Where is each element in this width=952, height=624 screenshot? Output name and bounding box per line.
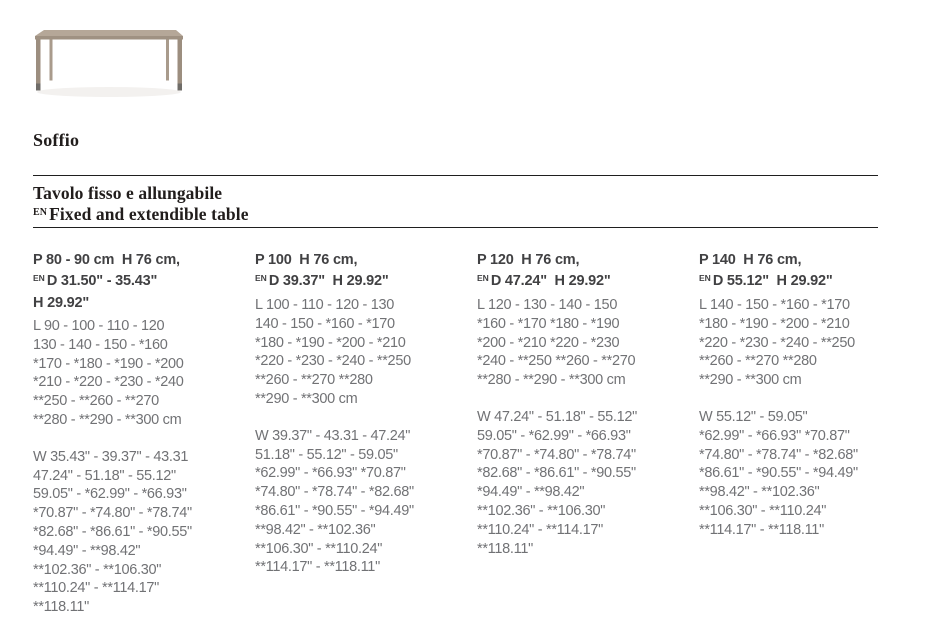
spec-header-imperial-text: D 47.24" H 29.92": [490, 273, 611, 289]
length-line: 140 - 150 - *160 - *170: [255, 315, 395, 332]
width-line: **98.42" - **102.36": [255, 521, 376, 538]
en-language-label: EN: [33, 207, 48, 218]
section-title-en-line: [33, 204, 249, 228]
spec-header: [699, 250, 921, 293]
length-line: L 140 - 150 - *160 - *170: [699, 297, 850, 313]
length-options-block: [33, 317, 255, 430]
spec-header-line-metric: P 80 - 90 cm H 76 cm,: [33, 252, 180, 268]
spec-column-p120: [477, 250, 699, 617]
section-title-it: Tavolo fisso e allungabile: [33, 183, 223, 203]
length-line: *160 - *170 *180 - *190: [477, 315, 620, 332]
width-line: *62.99" - *66.93" *70.87": [255, 465, 406, 482]
length-line: *220 - *230 - *240 - **250: [255, 353, 411, 370]
length-line: **260 - **270 **280: [255, 372, 373, 389]
length-options-block: [255, 296, 477, 409]
length-line: **290 - **300 cm: [699, 372, 802, 389]
width-line: *74.80" - *78.74" - *82.68": [255, 484, 414, 501]
width-line: *86.61" - *90.55" - *94.49": [699, 465, 858, 482]
width-line: *86.61" - *90.55" - *94.49": [255, 502, 414, 519]
section-title-en: Fixed and extendible table: [49, 204, 249, 224]
en-language-label: EN: [699, 273, 711, 283]
table-top-surface: [35, 30, 183, 36]
section-title: [33, 183, 249, 228]
width-line: *94.49" - **98.42": [477, 484, 585, 501]
width-line: **118.11": [33, 599, 89, 616]
spec-header-imperial-text: D 31.50" - 35.43": [46, 273, 158, 289]
width-line: **102.36" - **106.30": [33, 561, 162, 578]
width-line: **118.11": [477, 540, 533, 557]
spec-column-p80-90: [33, 250, 255, 617]
spec-header-line-imperial: [477, 271, 699, 293]
length-line: L 90 - 100 - 110 - 120: [33, 318, 165, 334]
width-options-block: [699, 408, 921, 540]
table-top-edge: [35, 36, 183, 40]
en-language-label: EN: [477, 273, 489, 283]
spec-header: [477, 250, 699, 293]
width-line: **98.42" - **102.36": [699, 484, 820, 501]
length-line: L 120 - 130 - 140 - 150: [477, 297, 618, 313]
product-title: Soffio: [33, 130, 80, 150]
en-language-label: EN: [255, 273, 267, 283]
length-line: *220 - *230 - *240 - **250: [699, 334, 855, 351]
width-line: W 47.24" - 51.18" - 55.12": [477, 408, 637, 425]
width-line: W 35.43" - 39.37" - 43.31: [33, 448, 189, 465]
table-shadow: [37, 87, 181, 97]
width-line: 59.05" - *62.99" - *66.93": [33, 486, 187, 503]
length-line: *210 - *220 - *230 - *240: [33, 374, 184, 391]
length-line: **250 - **260 - **270: [33, 393, 159, 410]
divider-bottom: [33, 227, 878, 228]
spec-header-imperial-text: D 55.12" H 29.92": [712, 273, 833, 289]
product-photo: [33, 28, 185, 105]
spec-header: [33, 250, 255, 314]
spec-header-line-metric: P 100 H 76 cm,: [255, 252, 358, 268]
length-line: L 100 - 110 - 120 - 130: [255, 297, 395, 313]
spec-header-line-imperial: [255, 271, 477, 293]
width-line: **114.17" - **118.11": [255, 559, 380, 576]
length-line: **280 - **290 - **300 cm: [33, 411, 182, 428]
width-line: 47.24" - 51.18" - 55.12": [33, 467, 176, 484]
width-options-block: [33, 448, 255, 617]
width-options-block: [477, 408, 699, 558]
width-line: *82.68" - *86.61" - *90.55": [33, 523, 192, 540]
spec-column-p100: [255, 250, 477, 617]
length-line: *180 - *190 - *200 - *210: [255, 334, 406, 351]
table-front-right-leg: [178, 40, 183, 84]
width-line: **106.30" - **110.24": [255, 540, 383, 557]
table-front-right-foot: [178, 84, 183, 91]
divider-top: [33, 175, 878, 176]
width-line: *74.80" - *78.74" - *82.68": [699, 446, 858, 463]
spec-header-line-height: H 29.92": [33, 295, 90, 311]
width-line: **102.36" - **106.30": [477, 502, 606, 519]
table-front-left-leg: [36, 40, 41, 84]
width-line: **110.24" - **114.17": [33, 580, 159, 597]
width-line: 51.18" - 55.12" - 59.05": [255, 446, 398, 463]
width-line: 59.05" - *62.99" - *66.93": [477, 427, 631, 444]
spec-column-p140: [699, 250, 921, 617]
width-line: *70.87" - *74.80" - *78.74": [477, 446, 636, 463]
length-line: *180 - *190 - *200 - *210: [699, 315, 850, 332]
length-line: *240 - **250 **260 - **270: [477, 353, 636, 370]
table-illustration: [33, 28, 185, 100]
en-language-label: EN: [33, 273, 45, 283]
width-line: W 39.37" - 43.31 - 47.24": [255, 427, 411, 444]
spec-header: [255, 250, 477, 293]
length-line: **280 - **290 - **300 cm: [477, 372, 626, 389]
width-line: *94.49" - **98.42": [33, 542, 141, 559]
table-front-left-foot: [36, 84, 41, 91]
spec-header-line-imperial: [33, 271, 255, 293]
width-line: *62.99" - *66.93" *70.87": [699, 427, 850, 444]
spec-columns: [33, 250, 921, 617]
width-line: *82.68" - *86.61" - *90.55": [477, 465, 636, 482]
spec-header-line-imperial: [699, 271, 921, 293]
length-line: *170 - *180 - *190 - *200: [33, 355, 184, 372]
length-line: **290 - **300 cm: [255, 390, 358, 407]
width-line: **106.30" - **110.24": [699, 502, 827, 519]
length-line: 130 - 140 - 150 - *160: [33, 336, 168, 353]
width-line: *70.87" - *74.80" - *78.74": [33, 505, 192, 522]
width-options-block: [255, 427, 477, 577]
table-rear-right-leg: [166, 40, 169, 81]
spec-header-line-metric: P 140 H 76 cm,: [699, 252, 802, 268]
width-line: **110.24" - **114.17": [477, 521, 603, 538]
table-rear-left-leg: [50, 40, 53, 81]
length-line: *200 - *210 *220 - *230: [477, 334, 620, 351]
spec-header-line-metric: P 120 H 76 cm,: [477, 252, 580, 268]
width-line: **114.17" - **118.11": [699, 521, 824, 538]
length-line: **260 - **270 **280: [699, 353, 817, 370]
spec-header-imperial-text: D 39.37" H 29.92": [268, 273, 389, 289]
length-options-block: [477, 296, 699, 390]
width-line: W 55.12" - 59.05": [699, 408, 808, 425]
length-options-block: [699, 296, 921, 390]
